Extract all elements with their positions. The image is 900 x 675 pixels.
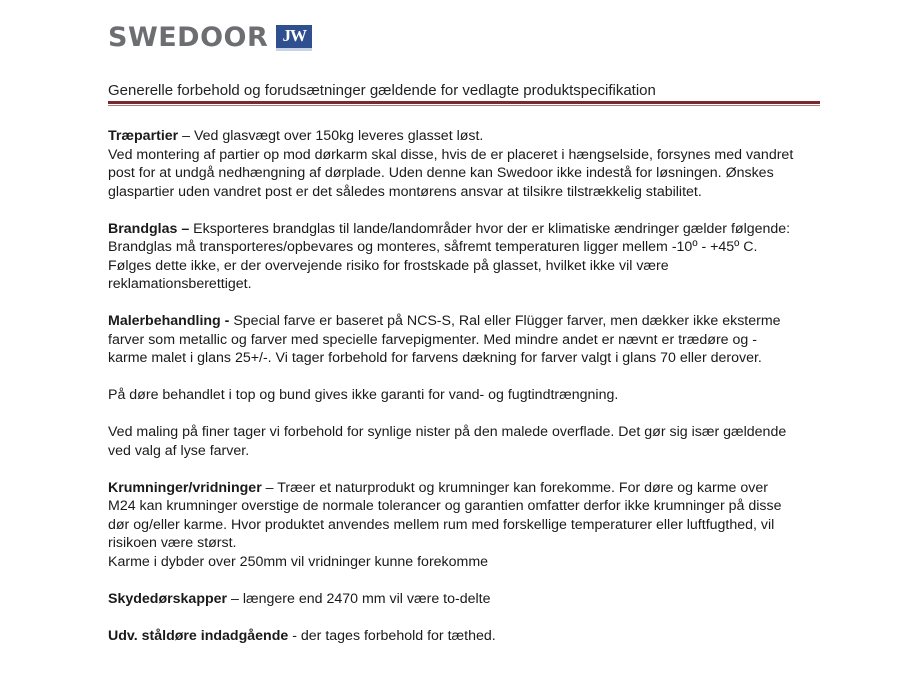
section-text-line: dør og/eller karme. Hvor produktet anvendes mellem rum med forskellige temperaturer eller luftfugthed, vil: [108, 516, 775, 533]
section-heading: Udv. ståldøre indadgående: [108, 627, 289, 644]
section-first-line: [108, 590, 820, 609]
jw-logo-icon: JW: [276, 25, 312, 51]
section-first-line: [108, 627, 820, 646]
section-first-line: [108, 479, 820, 498]
section-text: – Træer et naturprodukt og krumninger kan forekomme. For døre og karme over: [261, 479, 768, 496]
document-body: [108, 127, 820, 664]
section-text-line: karme malet i glans 25+/-. Vi tager forbehold for farvens dækning for farver valgt i glans 70 eller derover.: [108, 350, 762, 366]
section-heading: Krumninger/vridninger: [108, 479, 262, 496]
section-first-line: [108, 220, 820, 239]
section-text-line: farver som metallic og farver med specielle farvepigmenter. Med mindre andet er nævnt er trædøre og -: [108, 331, 757, 348]
section-top-bund: [108, 386, 820, 405]
section-text: Special farve er baseret på NCS-S, Ral eller Flügger farver, men dækker ikke eksterme: [229, 313, 781, 329]
section-skydedorskapper: [108, 590, 820, 609]
section-text-line: risikoen være størst.: [108, 535, 237, 551]
section-heading: Skydedørskapper: [108, 590, 228, 607]
swedoor-logo: [108, 22, 312, 53]
section-finer: [108, 423, 820, 460]
section-malerbehandling: [108, 312, 820, 368]
section-heading: Malerbehandling -: [108, 313, 230, 329]
section-text: – Ved glasvægt over 150kg leveres glasset løst.: [178, 128, 484, 144]
section-text-line: post for at undgå nedhængning af dørplade. Uden denne kan Swedoor ikke indestå for løsningen. Ønskes: [108, 165, 774, 181]
section-first-line: [108, 127, 820, 146]
section-traepartier: [108, 127, 820, 201]
section-text-line: M24 kan krumninger overstige de normale tolerancer og garantien omfatter derfor ikke krumninger på disse: [108, 498, 782, 514]
section-heading: Brandglas –: [108, 220, 190, 237]
section-text-line: Brandglas må transporteres/opbevares og monteres, såfremt temperaturen ligger mellem -10º - +45º C.: [108, 239, 758, 255]
title-divider: [108, 101, 820, 104]
section-heading: Træpartier: [108, 128, 179, 144]
section-staldore: [108, 627, 820, 646]
section-text-line: På døre behandlet i top og bund gives ikke garanti for vand- og fugtindtrængning.: [108, 387, 619, 403]
section-text-line: ved valg af lyse farver.: [108, 442, 250, 459]
section-first-line: [108, 312, 820, 331]
title-divider-thin: [108, 105, 820, 106]
section-text-line: Ved montering af partier op mod dørkarm skal disse, hvis de er placeret i hængselside, forsynes med vandret: [108, 146, 794, 163]
section-text: Eksporteres brandglas til lande/landområder hvor der er klimatiske ændringer gælder følgende:: [189, 220, 791, 237]
section-text-line: Ved maling på finer tager vi forbehold for synlige nister på den malede overflade. Det gør sig især gældende: [108, 424, 787, 440]
section-text: – længere end 2470 mm vil være to-delte: [227, 590, 491, 607]
section-text-line: glaspartier uden vandret post er det således montørens ansvar at tilsikre tilstrækkelig stabilitet.: [108, 183, 702, 200]
document-title: Generelle forbehold og forudsætninger gældende for vedlagte produktspecifikation: [108, 82, 656, 99]
section-brandglas: [108, 220, 820, 294]
logo-wordmark: SWEDOOR: [108, 22, 269, 53]
section-text-line: Følges dette ikke, er der overvejende risiko for frostskade på glasset, hvilket ikke vil være: [108, 257, 669, 274]
section-krumninger: [108, 479, 820, 572]
section-text-line: reklamationsberettiget.: [108, 276, 252, 292]
section-text-line: Karme i dybder over 250mm vil vridninger kunne forekomme: [108, 553, 489, 570]
section-text: - der tages forbehold for tæthed.: [288, 627, 496, 644]
